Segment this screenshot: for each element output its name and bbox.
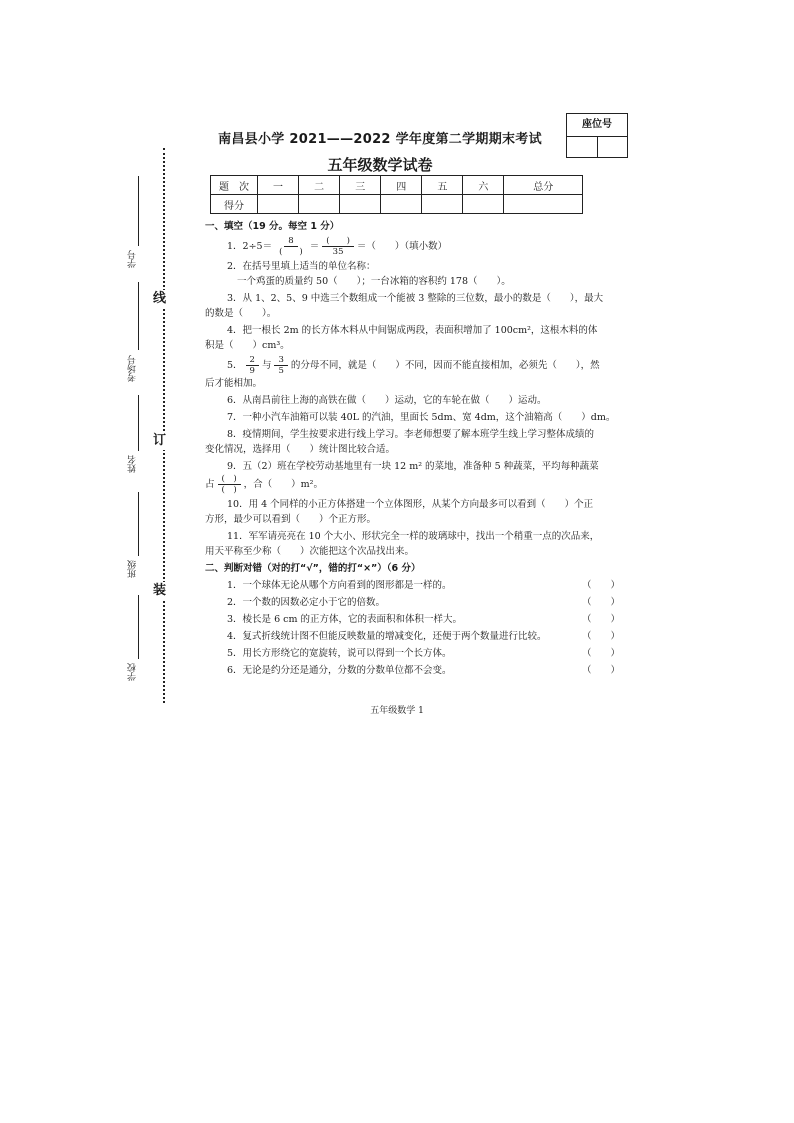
score-table (210, 175, 583, 214)
question-11: 11．军军请亮亮在 10 个大小、形状完全一样的玻璃球中，找出一个稍重一点的次品来， 用天平称至少称（ ）次能把这个次品找出来。 (205, 531, 600, 557)
judge-item: 6．无论是约分还是通分，分数的分数单位都不会变。 （ ） (227, 665, 620, 676)
exam-room-label: 考场号 (128, 355, 138, 382)
score-header-cell: 六 (463, 176, 504, 195)
seat-number-box (566, 113, 628, 158)
score-cell[interactable] (463, 195, 504, 214)
answer-bracket[interactable]: （ ） (581, 631, 620, 642)
score-header-cell: 二 (299, 176, 340, 195)
class-label: 班级 (128, 560, 138, 578)
name-label: 姓名 (128, 455, 138, 473)
score-row-label: 得分 (211, 195, 258, 214)
answer-bracket[interactable]: （ ） (581, 648, 620, 659)
score-header-cell: 四 (381, 176, 422, 195)
fraction: $\frac{2}{9}$ (246, 355, 259, 376)
score-cell[interactable] (299, 195, 340, 214)
seat-cell[interactable] (567, 137, 598, 158)
score-header-cell: 三 (340, 176, 381, 195)
score-cell[interactable] (381, 195, 422, 214)
score-table-header-row (211, 176, 583, 195)
section2-heading: 二、判断对错（对的打“√”，错的打“×”）（6 分） (205, 563, 421, 574)
judge-item: 3．棱长是 6 cm 的正方体，它的表面积和体积一样大。 （ ） (227, 614, 620, 625)
judge-item: 5．用长方形绕它的宽旋转，说可以得到一个长方体。 （ ） (227, 648, 620, 659)
fraction: $\frac{( )}{( )}$ (218, 474, 241, 495)
exam-content (205, 218, 620, 680)
exam-title: 南昌县小学 2021——2022 学年度第二学期期末考试 (218, 132, 542, 147)
question-10: 10．用 4 个同样的小正方体搭建一个立体图形，从某个方向最多可以看到（ ）个正 方形，最少可以看到（ ）个正方形。 (205, 499, 594, 525)
fraction: $\frac{( )}{35}$ (322, 236, 354, 257)
answer-bracket[interactable]: （ ） (581, 665, 620, 676)
question-4: 4．把一根长 2m 的长方体木料从中间锯成两段，表面积增加了 100cm²，这根木料的体 积是（ ）cm³。 (205, 325, 598, 351)
student-id-label: 学号 (128, 250, 138, 268)
page-footer: 五年级数学 1 (370, 706, 424, 716)
question-1: 1．2÷5＝ $\frac{8}{( )}$ ＝ $\frac{( )}{35}$ ＝（ ）（填小数） (227, 236, 448, 257)
score-header-cell: 总分 (504, 176, 583, 195)
question-2: 2．在括号里填上适当的单位名称： 一个鸡蛋的质量约 50（ ）；一台冰箱的容积约 178（ ）。 (227, 261, 511, 287)
question-5: 5． $\frac{2}{9}$ 与 $\frac{3}{5}$ 的分母不同，就是（ ）不同，因而不能直接相加，必须先（ ），然 后才能相加。 (205, 355, 600, 389)
seat-number-label: 座位号 (567, 114, 627, 137)
binding-char-line: 线 (153, 291, 167, 306)
student-id-line (138, 176, 139, 246)
binding-dotted-line (163, 148, 165, 703)
seat-cell[interactable] (598, 137, 628, 158)
section1-heading: 一、填空（19 分。每空 1 分） (205, 221, 340, 232)
exam-room-line (138, 282, 139, 350)
fraction: $\frac{8}{( )}$ (279, 236, 303, 257)
binding-char-pack: 装 (153, 583, 167, 598)
judge-item: 4．复式折线统计图不但能反映数量的增减变化，还便于两个数量进行比较。 （ ） (227, 631, 620, 642)
question-7: 7．一种小汽车油箱可以装 40L 的汽油，里面长 5dm、宽 4dm，这个油箱高（ ）dm。 (227, 412, 616, 423)
school-label: 学校 (128, 663, 138, 681)
fraction: $\frac{3}{5}$ (274, 355, 287, 376)
answer-bracket[interactable]: （ ） (581, 597, 620, 608)
score-header-cell: 题 次 (211, 176, 258, 195)
score-cell[interactable] (258, 195, 299, 214)
answer-bracket[interactable]: （ ） (581, 580, 620, 591)
name-line (138, 395, 139, 451)
score-cell[interactable] (422, 195, 463, 214)
judge-item: 2．一个数的因数必定小于它的倍数。 （ ） (227, 597, 620, 608)
score-cell[interactable] (504, 195, 583, 214)
binding-char-bind: 订 (153, 433, 167, 448)
school-line (138, 595, 139, 659)
score-header-cell: 一 (258, 176, 299, 195)
question-8: 8．疫情期间，学生按要求进行线上学习。李老师想要了解本班学生线上学习整体成绩的 变化情况，选择用（ ）统计图比较合适。 (205, 429, 595, 455)
judge-item: 1．一个球体无论从哪个方向看到的图形都是一样的。 （ ） (227, 580, 620, 591)
score-table-score-row (211, 195, 583, 214)
score-cell[interactable] (340, 195, 381, 214)
score-header-cell: 五 (422, 176, 463, 195)
question-3: 3．从 1、2、5、9 中选三个数组成一个能被 3 整除的三位数，最小的数是（ ），最大 的数是（ ）。 (205, 293, 604, 319)
question-9: 9．五（2）班在学校劳动基地里有一块 12 m² 的菜地，准备种 5 种蔬菜，平均每种蔬菜 占 $\frac{( )}{( )}$ ，合（ ）m²。 (205, 461, 599, 495)
class-line (138, 492, 139, 556)
answer-bracket[interactable]: （ ） (581, 614, 620, 625)
exam-subtitle: 五年级数学试卷 (327, 156, 433, 174)
question-6: 6．从南昌前往上海的高铁在做（ ）运动，它的车轮在做（ ）运动。 (227, 395, 547, 406)
